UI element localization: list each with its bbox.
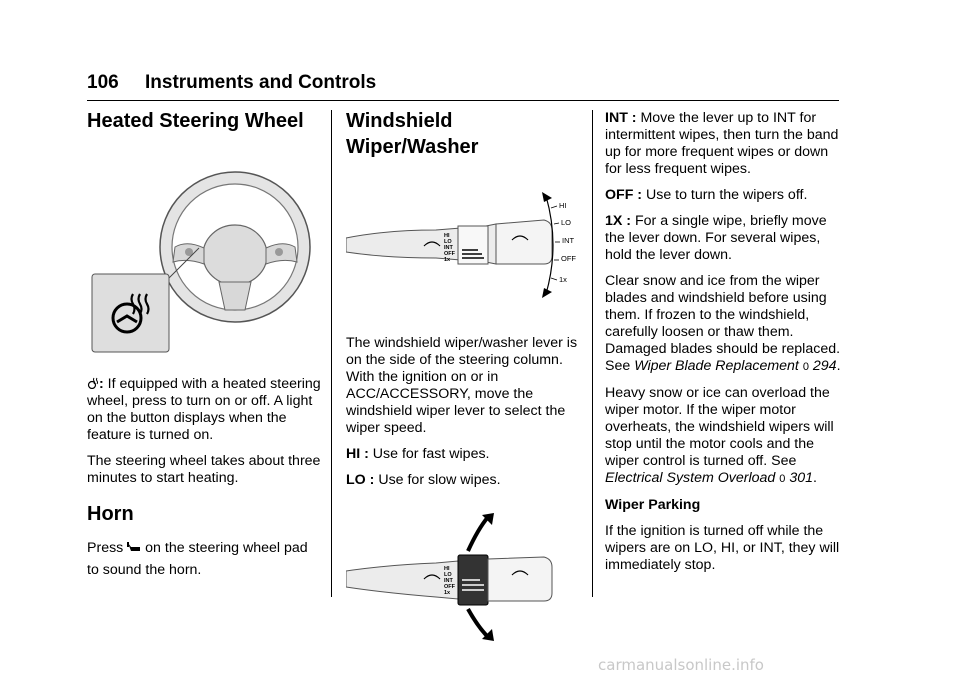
band-label-1x: 1x	[559, 275, 567, 284]
column-wiper-continued	[605, 110, 845, 583]
column-heated-horn	[87, 108, 321, 590]
hi-label: HI :	[346, 446, 369, 462]
wiper-overload-note: Heavy snow or ice can overload the wiper motor. If the wiper motor overheats, the windshield wipers will stop until the motor cools and the wiper control is turned off. See Electrical System Overload 0 301.	[605, 385, 834, 486]
heated-label: :	[99, 376, 104, 392]
heated-description	[87, 376, 321, 444]
band-lever-label-hi: HI	[444, 566, 450, 572]
clear-text: Clear snow and ice from the wiper blades and windshield before using them. If frozen to the windshield, carefully loosen or thaw them. Damaged blades should be replaced. See	[605, 273, 841, 374]
band-label-lo: LO	[561, 218, 572, 227]
heavy-text: Heavy snow or ice can overload the wiper motor. If the wiper motor overheats, the windshield wipers will stop until the motor cools and the wiper control is turned off. See	[605, 385, 834, 469]
band-lever-label-off: OFF	[444, 584, 455, 590]
section-title: Instruments and Controls	[145, 72, 377, 93]
horn-heading: Horn	[87, 503, 134, 525]
heated-steering-wheel-heading: Heated Steering Wheel	[87, 110, 304, 132]
lo-label: LO :	[346, 472, 375, 488]
band-label-off: OFF	[561, 254, 576, 263]
column-wiper	[346, 108, 580, 643]
band-lever-label-lo: LO	[444, 572, 452, 578]
watermark: carmanualsonline.info	[598, 656, 764, 674]
page-ref-arrow-icon: 0	[802, 361, 809, 373]
lever-label-hi: HI	[444, 233, 450, 239]
wiper-off	[605, 187, 845, 204]
lo-text: Use for slow wipes.	[374, 472, 501, 488]
band-label-hi: HI	[559, 201, 567, 210]
wiper-1x	[605, 213, 845, 264]
heated-text: If equipped with a heated steering wheel, press to turn on or off. A light on the button displays when the feature is turned on.	[87, 376, 321, 443]
band-label-int: INT	[562, 236, 575, 245]
page-ref-arrow-icon: 0	[779, 473, 786, 485]
wiper-clear-note: Clear snow and ice from the wiper blades and windshield before using them. If frozen to the windshield, carefully loosen or thaw them. Damaged blades should be replaced. See Wiper Blade Replacement 0 294.	[605, 273, 841, 374]
off-text: Use to turn the wipers off.	[642, 187, 808, 203]
wiper-lo	[346, 472, 580, 489]
int-label: INT :	[605, 110, 637, 126]
steering-wheel-illustration	[87, 152, 321, 362]
wiper-parking-heading: Wiper Parking	[605, 497, 701, 513]
horn-text-before: Press	[87, 540, 124, 556]
band-lever-label-int: INT	[444, 578, 453, 584]
wiper-heading: Windshield Wiper/Washer	[346, 110, 479, 158]
wiper-int	[605, 110, 845, 178]
wiper-band-illustration	[346, 513, 580, 643]
horn-icon	[127, 542, 141, 553]
wiper-parking-text: If the ignition is turned off while the wipers are on LO, HI, or INT, they will immediately stop.	[605, 523, 840, 573]
wiper-intro: The windshield wiper/washer lever is on the side of the steering column. With the ignition on or in ACC/ACCESSORY, move the windshield wiper lever to select the wiper speed.	[346, 335, 578, 436]
horn-description	[87, 537, 321, 581]
wiper-blade-page[interactable]: 294	[812, 358, 837, 374]
page-number: 106	[87, 72, 119, 93]
heated-steering-wheel-icon	[87, 377, 99, 389]
lever-label-lo: LO	[444, 239, 452, 245]
hi-text: Use for fast wipes.	[368, 446, 490, 462]
band-lever-label-1x: 1x	[444, 590, 451, 596]
lever-label-off: OFF	[444, 251, 455, 257]
electrical-overload-link[interactable]: Electrical System Overload	[605, 470, 776, 486]
off-label: OFF :	[605, 187, 643, 203]
wiper-lever-illustration	[346, 190, 580, 300]
horn-text-after: on the steering wheel pad to sound the horn.	[87, 540, 308, 578]
heated-time-note: The steering wheel takes about three minutes to start heating.	[87, 453, 321, 486]
lever-label-int: INT	[444, 245, 453, 251]
column-divider-2	[592, 110, 593, 597]
page-header	[87, 70, 839, 101]
1x-text: For a single wipe, briefly move the lever down. For several wipes, hold the lever down.	[605, 213, 827, 263]
electrical-overload-page[interactable]: 301	[789, 470, 814, 486]
int-text: Move the lever up to INT for intermittent wipes, then turn the band up for more frequent wipes or down for less frequent wipes.	[605, 110, 839, 177]
column-divider-1	[331, 110, 332, 597]
wiper-hi	[346, 446, 580, 463]
lever-label-1x: 1x	[444, 257, 451, 263]
wiper-blade-replacement-link[interactable]: Wiper Blade Replacement	[634, 358, 799, 374]
1x-label: 1X :	[605, 213, 632, 229]
